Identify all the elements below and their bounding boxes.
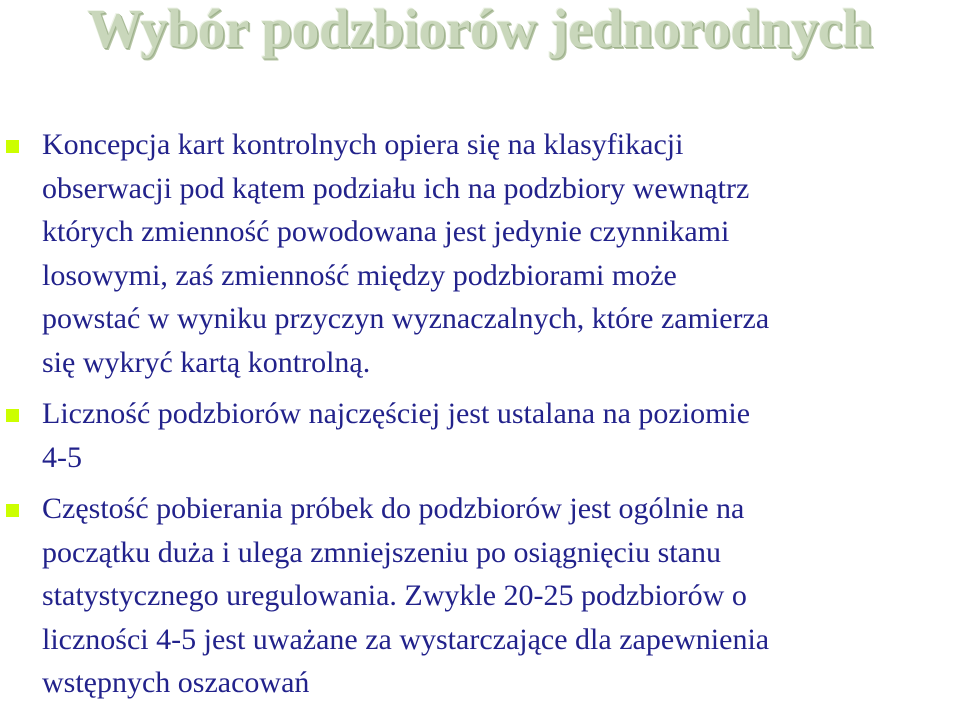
bullet-text xyxy=(42,123,954,384)
bullet-line: powstać w wyniku przyczyn wyznaczalnych, które zamierza xyxy=(42,302,770,335)
bullet-line: których zmienność powodowana jest jedynie czynnikami xyxy=(42,215,730,248)
square-bullet-icon xyxy=(6,409,19,422)
slide-title: Wybór podzbiorów jednorodnych xyxy=(87,0,873,59)
bullet-line: Koncepcja kart kontrolnych opiera się na klasyfikacji xyxy=(42,128,684,161)
bullet-text xyxy=(42,487,954,705)
bullet-line: liczności 4-5 jest uważane za wystarczające dla zapewnienia xyxy=(42,622,770,656)
bullet-line: Częstość pobierania próbek do podzbiorów jest ogólnie na xyxy=(42,492,745,525)
bullet-line: obserwacji pod kątem podziału ich na podzbiory wewnątrz xyxy=(42,171,750,205)
bullet-line: Liczność podzbiorów najczęściej jest ustalana na poziomie xyxy=(42,397,751,430)
bullet-text xyxy=(42,392,954,479)
bullet-line: początku duża i ulega zmniejszeniu po osiągnięciu stanu xyxy=(42,535,721,569)
square-bullet-icon xyxy=(6,140,19,153)
bullet-line: statystycznego uregulowania. Zwykle 20-25 podzbiorów o xyxy=(42,579,747,612)
bullet-line: losowymi, zaś zmienność między podzbiorami może xyxy=(42,258,677,292)
square-bullet-icon xyxy=(6,504,19,517)
bullet-line: wstępnych oszacowań xyxy=(42,666,310,699)
bullet-line: się wykryć kartą kontrolną. xyxy=(42,345,371,379)
bullet-line: 4-5 xyxy=(42,440,82,474)
